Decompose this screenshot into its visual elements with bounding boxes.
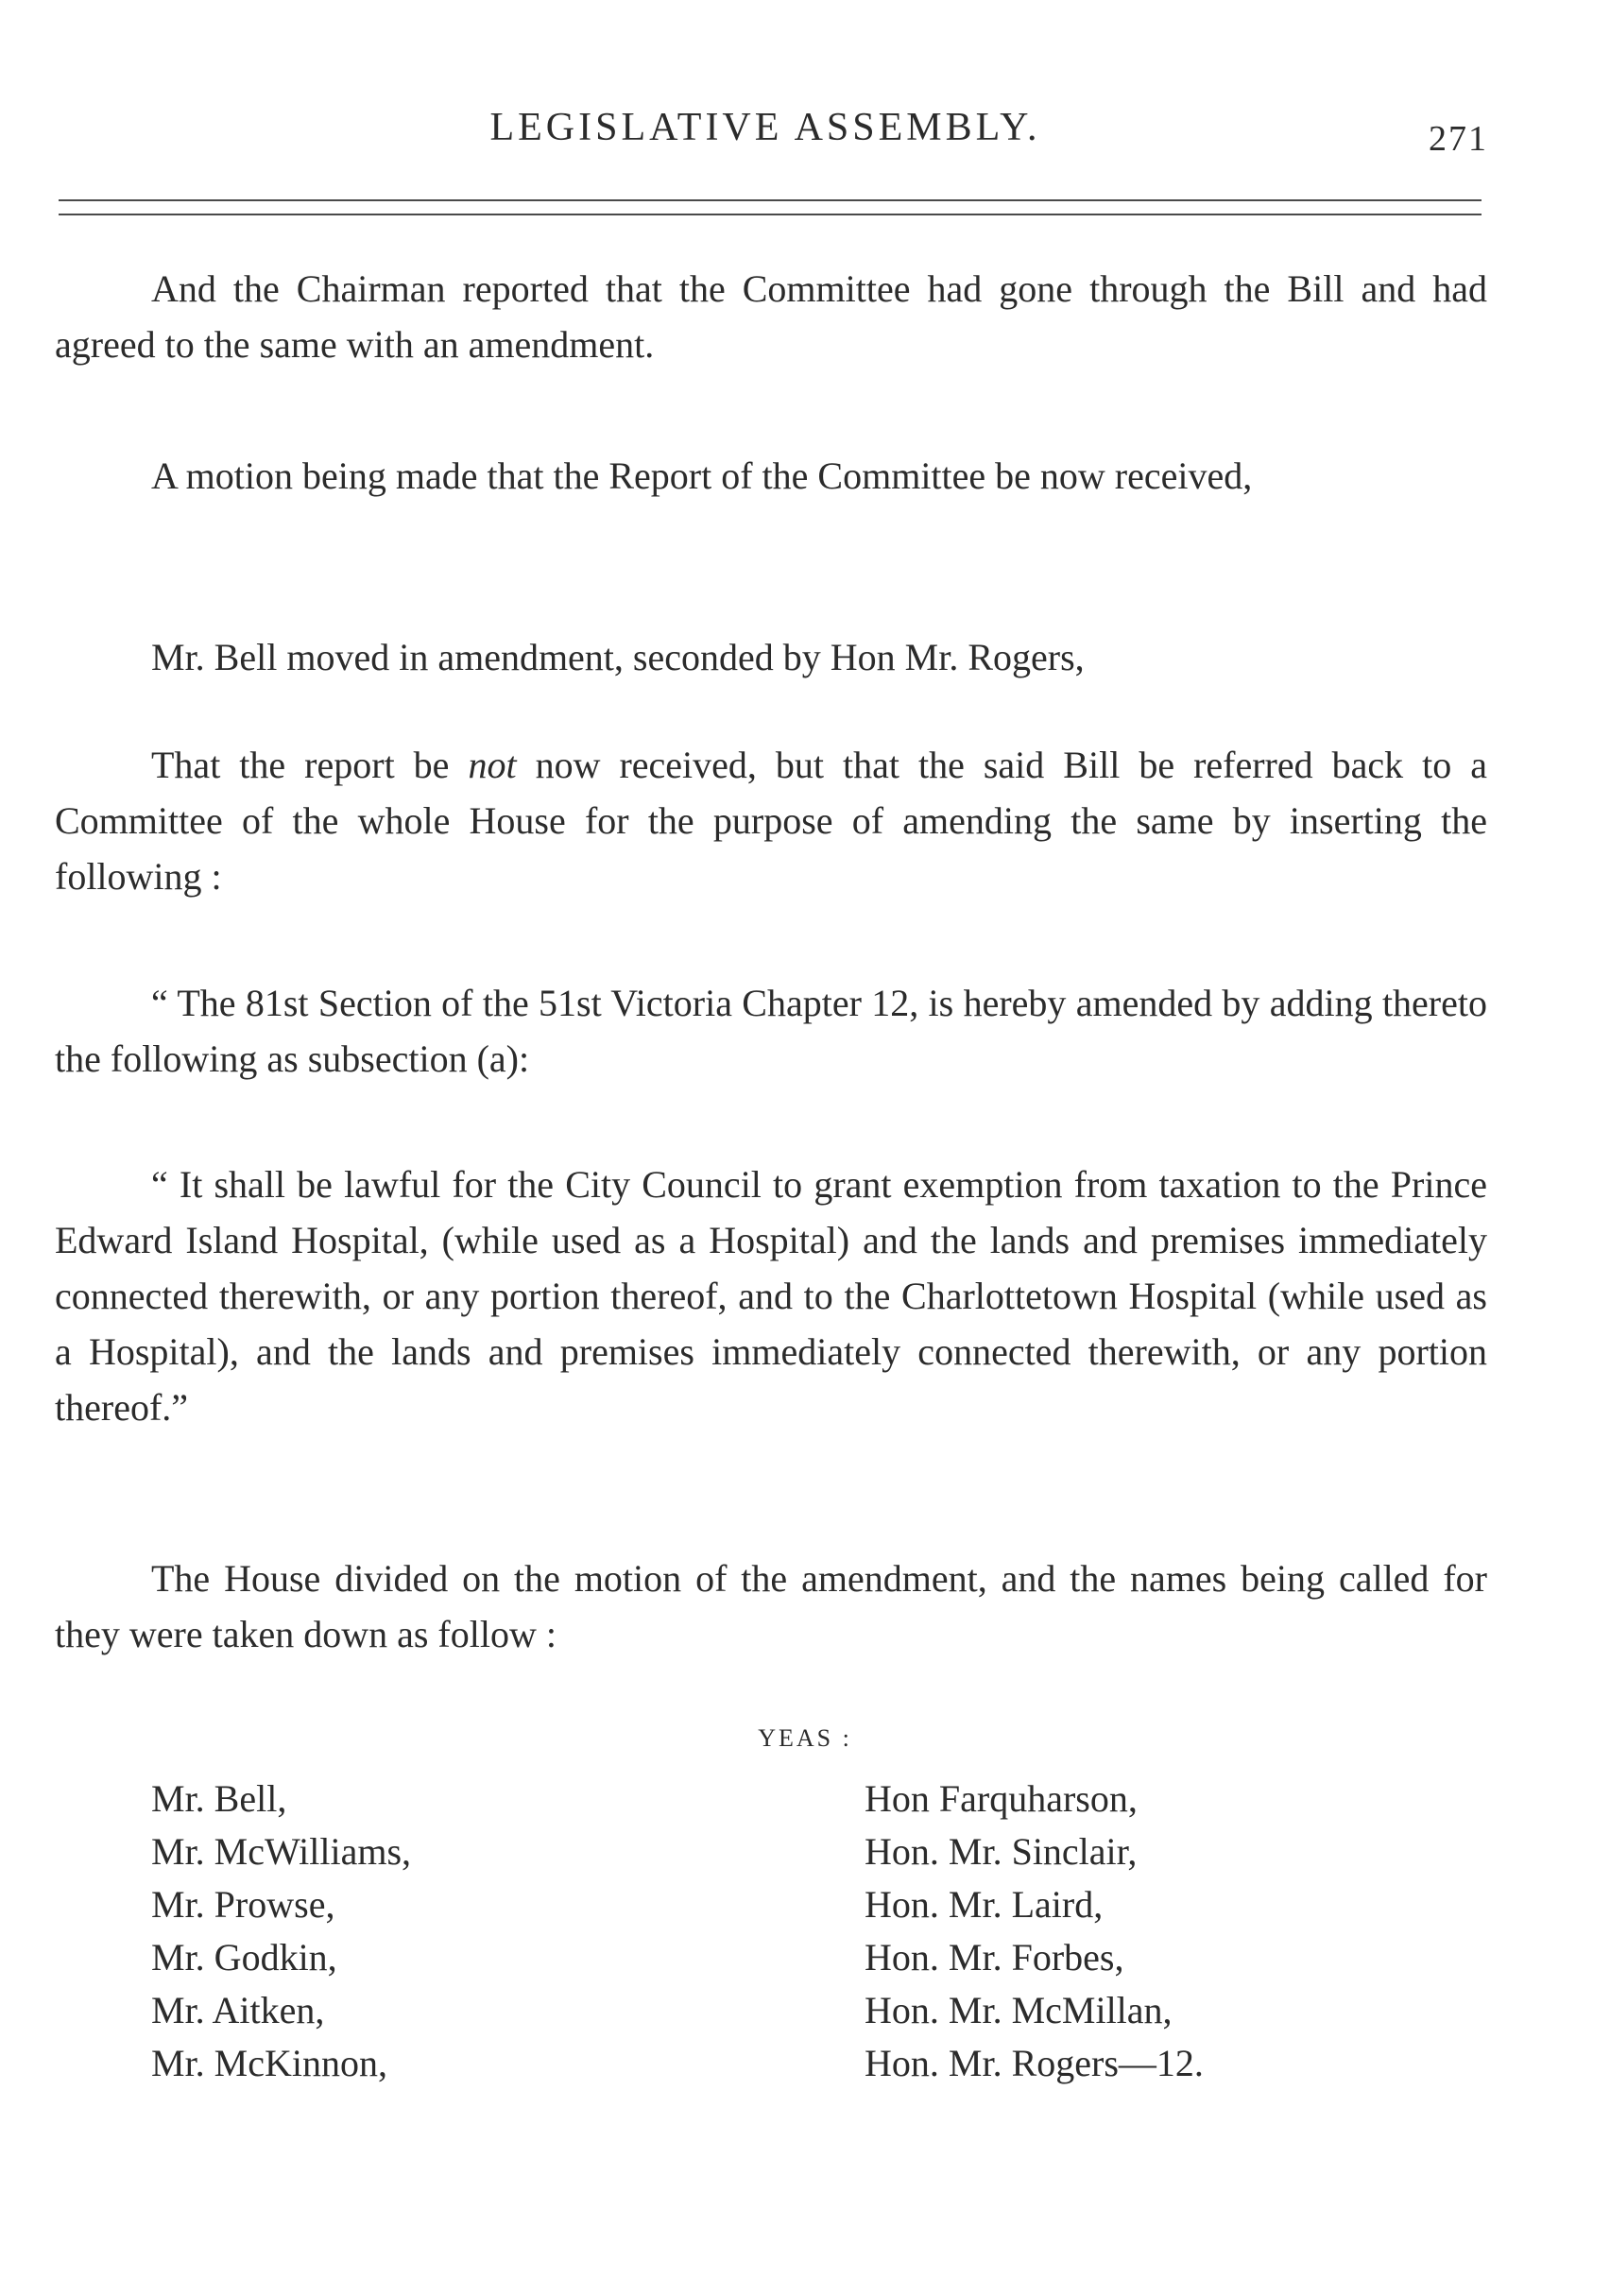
yea-name: Mr. McWilliams, <box>151 1830 412 1873</box>
paragraph-section-81: “ The 81st Section of the 51st Victoria Chapter 12, is hereby amended by adding thereto the following as subsection (a): <box>55 982 1487 1080</box>
header-rule-bottom <box>59 214 1482 215</box>
paragraph-division: The House divided on the motion of the amendment, and the names being called for they were taken down as follow : <box>55 1557 1487 1655</box>
page-number: 271 <box>1429 119 1488 159</box>
yeas-list-right <box>865 1773 1204 2090</box>
yea-name: Hon. Mr. Sinclair, <box>865 1830 1138 1873</box>
yea-name: Hon. Mr. Rogers—12. <box>865 2042 1204 2084</box>
yea-name: Hon. Mr. McMillan, <box>865 1989 1173 2031</box>
paragraph-chairman-report: And the Chairman reported that the Committee had gone through the Bill and had agreed to the same with an amendment. <box>55 267 1487 366</box>
yeas-list-left <box>151 1773 411 2090</box>
paragraph-amendment-text <box>55 737 1487 904</box>
yea-name: Mr. Godkin, <box>151 1936 337 1979</box>
paragraph-amendment-moved: Mr. Bell moved in amendment, seconded by Hon Mr. Rogers, <box>151 636 1085 678</box>
paragraph-subsection-a: “ It shall be lawful for the City Council to grant exemption from taxation to the Prince Edward Island Hospital, (while used as a Hospital) and the lands and premises immediately connected therewith, or any portion thereof, and to the Charlottetown Hospital (while used as a Hospital), and the lands and premises immediately connected therewith, or any portion thereof.” <box>55 1163 1487 1429</box>
yea-name: Hon. Mr. Laird, <box>865 1883 1104 1926</box>
running-head <box>0 99 1610 159</box>
emphasis-not: not <box>468 744 517 786</box>
yea-name: Mr. Bell, <box>151 1777 287 1820</box>
yea-name: Hon. Mr. Forbes, <box>865 1936 1124 1979</box>
yea-name: Hon Farquharson, <box>865 1777 1138 1820</box>
running-title: LEGISLATIVE ASSEMBLY. <box>489 106 1041 149</box>
yea-name: Mr. McKinnon, <box>151 2042 387 2084</box>
header-rule-top <box>59 199 1482 201</box>
yeas-heading: YEAS : <box>758 1724 852 1752</box>
paragraph-motion: A motion being made that the Report of the Committee be now received, <box>151 454 1253 497</box>
yea-name: Mr. Aitken, <box>151 1989 325 2031</box>
yea-name: Mr. Prowse, <box>151 1883 335 1926</box>
amendment-text-end: now received, but that the said Bill be referred back to a Committee of the whole House for the purpose of amending the same by inserting the following : <box>55 744 1487 898</box>
amendment-text-start: That the report be <box>151 744 469 786</box>
